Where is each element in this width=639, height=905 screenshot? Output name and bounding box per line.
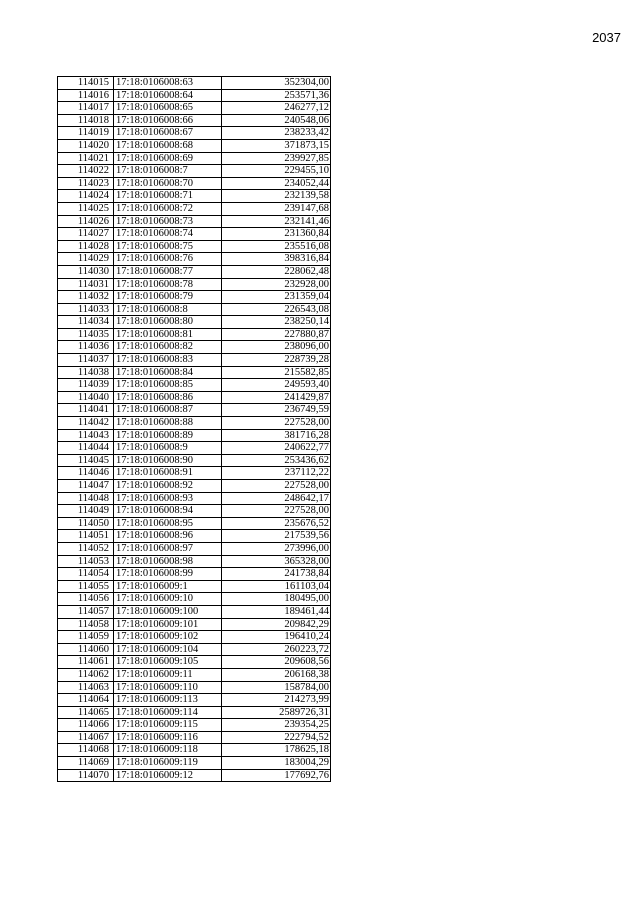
table-row <box>58 719 331 732</box>
cadastral-number-cell: 17:18:0106008:90 <box>114 454 222 467</box>
cadastral-number-cell: 17:18:0106009:104 <box>114 643 222 656</box>
cadastral-value-cell: 232928,00 <box>222 278 331 291</box>
row-number-cell: 114054 <box>58 568 114 581</box>
cadastral-number-cell: 17:18:0106008:81 <box>114 328 222 341</box>
table-row <box>58 505 331 518</box>
cadastral-number-cell: 17:18:0106008:94 <box>114 505 222 518</box>
row-number-cell: 114028 <box>58 240 114 253</box>
cadastral-number-cell: 17:18:0106008:70 <box>114 177 222 190</box>
cadastral-value-cell: 273996,00 <box>222 542 331 555</box>
row-number-cell: 114065 <box>58 706 114 719</box>
cadastral-number-cell: 17:18:0106009:102 <box>114 631 222 644</box>
cadastral-number-cell: 17:18:0106008:64 <box>114 89 222 102</box>
cadastral-value-table <box>57 76 331 782</box>
cadastral-number-cell: 17:18:0106009:110 <box>114 681 222 694</box>
cadastral-value-cell: 238250,14 <box>222 316 331 329</box>
table-row <box>58 404 331 417</box>
table-row <box>58 744 331 757</box>
table-row <box>58 228 331 241</box>
table-row <box>58 114 331 127</box>
cadastral-value-cell: 228739,28 <box>222 354 331 367</box>
cadastral-value-cell: 227528,00 <box>222 480 331 493</box>
cadastral-number-cell: 17:18:0106008:76 <box>114 253 222 266</box>
cadastral-number-cell: 17:18:0106008:80 <box>114 316 222 329</box>
table-row <box>58 379 331 392</box>
table-row <box>58 480 331 493</box>
table-row <box>58 366 331 379</box>
row-number-cell: 114046 <box>58 467 114 480</box>
table-row <box>58 631 331 644</box>
cadastral-value-cell: 248642,17 <box>222 492 331 505</box>
row-number-cell: 114039 <box>58 379 114 392</box>
cadastral-value-cell: 236749,59 <box>222 404 331 417</box>
row-number-cell: 114063 <box>58 681 114 694</box>
cadastral-value-cell: 239354,25 <box>222 719 331 732</box>
cadastral-value-cell: 235516,08 <box>222 240 331 253</box>
cadastral-value-cell: 398316,84 <box>222 253 331 266</box>
row-number-cell: 114060 <box>58 643 114 656</box>
row-number-cell: 114015 <box>58 77 114 90</box>
cadastral-value-cell: 215582,85 <box>222 366 331 379</box>
table-row <box>58 190 331 203</box>
cadastral-value-cell: 371873,15 <box>222 139 331 152</box>
cadastral-number-cell: 17:18:0106008:83 <box>114 354 222 367</box>
row-number-cell: 114056 <box>58 593 114 606</box>
cadastral-value-cell: 231360,84 <box>222 228 331 241</box>
table-row <box>58 454 331 467</box>
cadastral-number-cell: 17:18:0106009:105 <box>114 656 222 669</box>
table-row <box>58 593 331 606</box>
table-row <box>58 568 331 581</box>
table-row <box>58 492 331 505</box>
table-row <box>58 102 331 115</box>
cadastral-number-cell: 17:18:0106008:84 <box>114 366 222 379</box>
row-number-cell: 114018 <box>58 114 114 127</box>
cadastral-value-cell: 381716,28 <box>222 429 331 442</box>
row-number-cell: 114055 <box>58 580 114 593</box>
table-row <box>58 341 331 354</box>
row-number-cell: 114030 <box>58 265 114 278</box>
table-row <box>58 328 331 341</box>
cadastral-number-cell: 17:18:0106008:66 <box>114 114 222 127</box>
row-number-cell: 114064 <box>58 694 114 707</box>
row-number-cell: 114045 <box>58 454 114 467</box>
table-row <box>58 278 331 291</box>
row-number-cell: 114025 <box>58 202 114 215</box>
row-number-cell: 114049 <box>58 505 114 518</box>
row-number-cell: 114050 <box>58 517 114 530</box>
row-number-cell: 114058 <box>58 618 114 631</box>
row-number-cell: 114052 <box>58 542 114 555</box>
cadastral-number-cell: 17:18:0106009:100 <box>114 605 222 618</box>
table-row <box>58 215 331 228</box>
row-number-cell: 114053 <box>58 555 114 568</box>
cadastral-number-cell: 17:18:0106008:85 <box>114 379 222 392</box>
cadastral-value-cell: 183004,29 <box>222 757 331 770</box>
cadastral-value-cell: 161103,04 <box>222 580 331 593</box>
row-number-cell: 114027 <box>58 228 114 241</box>
table-row <box>58 668 331 681</box>
cadastral-value-cell: 365328,00 <box>222 555 331 568</box>
row-number-cell: 114062 <box>58 668 114 681</box>
cadastral-number-cell: 17:18:0106008:7 <box>114 165 222 178</box>
table-row <box>58 517 331 530</box>
row-number-cell: 114017 <box>58 102 114 115</box>
cadastral-value-cell: 229455,10 <box>222 165 331 178</box>
row-number-cell: 114051 <box>58 530 114 543</box>
cadastral-number-cell: 17:18:0106008:65 <box>114 102 222 115</box>
cadastral-number-cell: 17:18:0106008:71 <box>114 190 222 203</box>
row-number-cell: 114023 <box>58 177 114 190</box>
cadastral-value-cell: 177692,76 <box>222 769 331 782</box>
table-row <box>58 429 331 442</box>
cadastral-number-cell: 17:18:0106008:89 <box>114 429 222 442</box>
cadastral-number-cell: 17:18:0106009:115 <box>114 719 222 732</box>
table-row <box>58 316 331 329</box>
cadastral-value-cell: 238233,42 <box>222 127 331 140</box>
cadastral-number-cell: 17:18:0106008:73 <box>114 215 222 228</box>
cadastral-number-cell: 17:18:0106008:79 <box>114 291 222 304</box>
cadastral-value-cell: 227528,00 <box>222 417 331 430</box>
cadastral-value-cell: 238096,00 <box>222 341 331 354</box>
cadastral-value-cell: 237112,22 <box>222 467 331 480</box>
cadastral-number-cell: 17:18:0106008:98 <box>114 555 222 568</box>
cadastral-value-cell: 240548,06 <box>222 114 331 127</box>
table-row <box>58 618 331 631</box>
table-row <box>58 643 331 656</box>
table-row <box>58 681 331 694</box>
table-row <box>58 152 331 165</box>
cadastral-number-cell: 17:18:0106009:119 <box>114 757 222 770</box>
cadastral-number-cell: 17:18:0106009:1 <box>114 580 222 593</box>
cadastral-number-cell: 17:18:0106009:101 <box>114 618 222 631</box>
cadastral-number-cell: 17:18:0106008:72 <box>114 202 222 215</box>
table-row <box>58 694 331 707</box>
table-row <box>58 605 331 618</box>
page-number: 2037 <box>592 30 621 45</box>
row-number-cell: 114036 <box>58 341 114 354</box>
cadastral-number-cell: 17:18:0106008:63 <box>114 77 222 90</box>
row-number-cell: 114057 <box>58 605 114 618</box>
cadastral-number-cell: 17:18:0106008:74 <box>114 228 222 241</box>
cadastral-value-cell: 241738,84 <box>222 568 331 581</box>
cadastral-number-cell: 17:18:0106008:77 <box>114 265 222 278</box>
row-number-cell: 114069 <box>58 757 114 770</box>
cadastral-number-cell: 17:18:0106008:96 <box>114 530 222 543</box>
table-row <box>58 89 331 102</box>
cadastral-number-cell: 17:18:0106009:113 <box>114 694 222 707</box>
cadastral-value-cell: 2589726,31 <box>222 706 331 719</box>
row-number-cell: 114059 <box>58 631 114 644</box>
cadastral-value-cell: 189461,44 <box>222 605 331 618</box>
cadastral-number-cell: 17:18:0106008:68 <box>114 139 222 152</box>
table-row <box>58 757 331 770</box>
row-number-cell: 114033 <box>58 303 114 316</box>
cadastral-number-cell: 17:18:0106009:11 <box>114 668 222 681</box>
table-body <box>58 77 331 782</box>
table-row <box>58 417 331 430</box>
row-number-cell: 114016 <box>58 89 114 102</box>
row-number-cell: 114048 <box>58 492 114 505</box>
row-number-cell: 114044 <box>58 442 114 455</box>
table-row <box>58 354 331 367</box>
cadastral-number-cell: 17:18:0106008:93 <box>114 492 222 505</box>
row-number-cell: 114061 <box>58 656 114 669</box>
table-row <box>58 253 331 266</box>
row-number-cell: 114022 <box>58 165 114 178</box>
cadastral-value-cell: 214273,99 <box>222 694 331 707</box>
cadastral-number-cell: 17:18:0106008:91 <box>114 467 222 480</box>
cadastral-value-cell: 253571,36 <box>222 89 331 102</box>
table-row <box>58 202 331 215</box>
table-row <box>58 656 331 669</box>
cadastral-number-cell: 17:18:0106008:99 <box>114 568 222 581</box>
table-row <box>58 139 331 152</box>
row-number-cell: 114067 <box>58 731 114 744</box>
cadastral-value-cell: 209608,56 <box>222 656 331 669</box>
cadastral-number-cell: 17:18:0106009:114 <box>114 706 222 719</box>
table-row <box>58 77 331 90</box>
cadastral-number-cell: 17:18:0106008:97 <box>114 542 222 555</box>
row-number-cell: 114024 <box>58 190 114 203</box>
cadastral-value-cell: 227880,87 <box>222 328 331 341</box>
cadastral-number-cell: 17:18:0106008:67 <box>114 127 222 140</box>
cadastral-value-cell: 235676,52 <box>222 517 331 530</box>
row-number-cell: 114043 <box>58 429 114 442</box>
row-number-cell: 114066 <box>58 719 114 732</box>
cadastral-value-cell: 239927,85 <box>222 152 331 165</box>
cadastral-value-cell: 178625,18 <box>222 744 331 757</box>
cadastral-value-cell: 222794,52 <box>222 731 331 744</box>
row-number-cell: 114068 <box>58 744 114 757</box>
cadastral-number-cell: 17:18:0106008:8 <box>114 303 222 316</box>
cadastral-value-cell: 209842,29 <box>222 618 331 631</box>
cadastral-number-cell: 17:18:0106008:69 <box>114 152 222 165</box>
row-number-cell: 114070 <box>58 769 114 782</box>
row-number-cell: 114034 <box>58 316 114 329</box>
row-number-cell: 114035 <box>58 328 114 341</box>
cadastral-value-cell: 232141,46 <box>222 215 331 228</box>
cadastral-number-cell: 17:18:0106008:86 <box>114 391 222 404</box>
cadastral-value-cell: 253436,62 <box>222 454 331 467</box>
row-number-cell: 114026 <box>58 215 114 228</box>
table-row <box>58 165 331 178</box>
cadastral-value-cell: 239147,68 <box>222 202 331 215</box>
table-row <box>58 580 331 593</box>
cadastral-number-cell: 17:18:0106009:118 <box>114 744 222 757</box>
cadastral-value-cell: 241429,87 <box>222 391 331 404</box>
cadastral-value-cell: 158784,00 <box>222 681 331 694</box>
cadastral-value-cell: 249593,40 <box>222 379 331 392</box>
cadastral-value-cell: 196410,24 <box>222 631 331 644</box>
row-number-cell: 114038 <box>58 366 114 379</box>
row-number-cell: 114032 <box>58 291 114 304</box>
cadastral-value-cell: 217539,56 <box>222 530 331 543</box>
table-row <box>58 555 331 568</box>
row-number-cell: 114021 <box>58 152 114 165</box>
table-row <box>58 530 331 543</box>
row-number-cell: 114041 <box>58 404 114 417</box>
cadastral-number-cell: 17:18:0106008:9 <box>114 442 222 455</box>
cadastral-value-cell: 231359,04 <box>222 291 331 304</box>
cadastral-value-cell: 226543,08 <box>222 303 331 316</box>
table-row <box>58 542 331 555</box>
table-row <box>58 467 331 480</box>
cadastral-number-cell: 17:18:0106008:88 <box>114 417 222 430</box>
cadastral-number-cell: 17:18:0106009:10 <box>114 593 222 606</box>
cadastral-value-cell: 246277,12 <box>222 102 331 115</box>
table-row <box>58 291 331 304</box>
table-row <box>58 442 331 455</box>
cadastral-value-cell: 240622,77 <box>222 442 331 455</box>
cadastral-value-cell: 206168,38 <box>222 668 331 681</box>
cadastral-number-cell: 17:18:0106008:78 <box>114 278 222 291</box>
table-row <box>58 240 331 253</box>
row-number-cell: 114031 <box>58 278 114 291</box>
table-row <box>58 706 331 719</box>
row-number-cell: 114020 <box>58 139 114 152</box>
table-row <box>58 769 331 782</box>
cadastral-number-cell: 17:18:0106008:82 <box>114 341 222 354</box>
cadastral-number-cell: 17:18:0106008:75 <box>114 240 222 253</box>
table-row <box>58 391 331 404</box>
table-row <box>58 303 331 316</box>
cadastral-number-cell: 17:18:0106008:95 <box>114 517 222 530</box>
cadastral-value-cell: 234052,44 <box>222 177 331 190</box>
row-number-cell: 114029 <box>58 253 114 266</box>
table-row <box>58 265 331 278</box>
row-number-cell: 114037 <box>58 354 114 367</box>
cadastral-value-cell: 232139,58 <box>222 190 331 203</box>
cadastral-value-cell: 352304,00 <box>222 77 331 90</box>
table-row <box>58 731 331 744</box>
cadastral-number-cell: 17:18:0106008:92 <box>114 480 222 493</box>
row-number-cell: 114019 <box>58 127 114 140</box>
row-number-cell: 114042 <box>58 417 114 430</box>
table-row <box>58 177 331 190</box>
cadastral-number-cell: 17:18:0106008:87 <box>114 404 222 417</box>
table-row <box>58 127 331 140</box>
cadastral-value-cell: 227528,00 <box>222 505 331 518</box>
cadastral-value-cell: 228062,48 <box>222 265 331 278</box>
row-number-cell: 114047 <box>58 480 114 493</box>
cadastral-number-cell: 17:18:0106009:12 <box>114 769 222 782</box>
row-number-cell: 114040 <box>58 391 114 404</box>
cadastral-number-cell: 17:18:0106009:116 <box>114 731 222 744</box>
cadastral-value-cell: 180495,00 <box>222 593 331 606</box>
cadastral-value-cell: 260223,72 <box>222 643 331 656</box>
